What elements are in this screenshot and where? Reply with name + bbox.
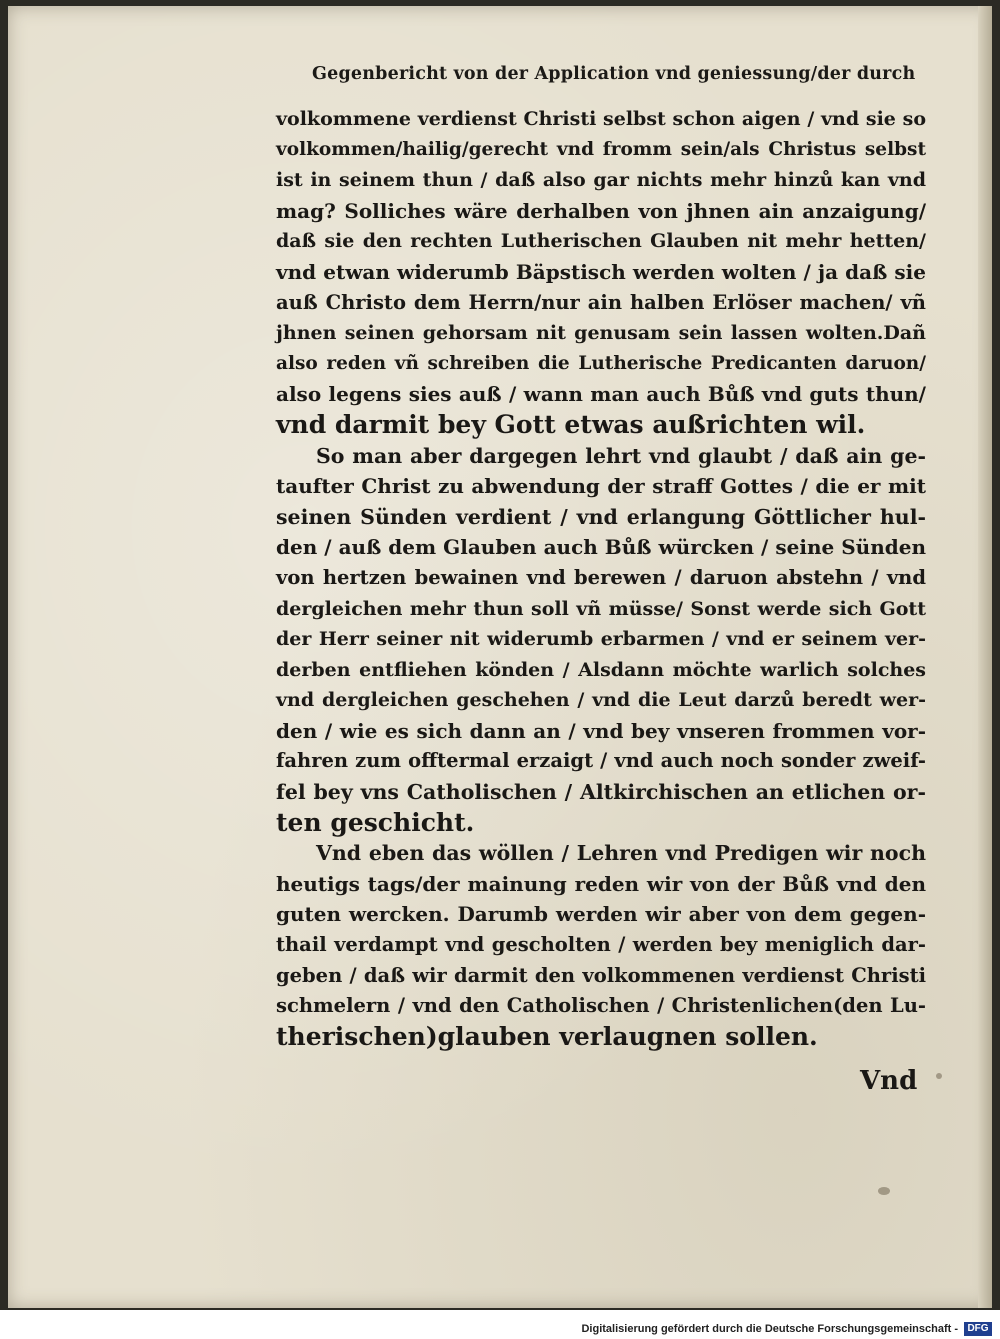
text-line: ist in seinem thun / daß also gar nichts mehr hinzů kan vnd <box>276 169 926 192</box>
text-line: also reden vñ schreiben die Lutherische Predicanten daruon/ <box>276 352 926 374</box>
text-line: heutigs tags/der mainung reden wir von der Bůß vnd den <box>276 871 926 896</box>
text-line: jhnen seinen gehorsam nit genusam sein lassen wolten.Dañ <box>276 322 926 345</box>
text-line: der Herr seiner nit widerumb erbarmen / vnd er seinem ver- <box>276 628 926 651</box>
text-line: fahren zum offtermal erzaigt / vnd auch noch sonder zweif- <box>276 749 926 773</box>
text-line: geben / daß wir darmit den volkommenen verdienst Christi <box>276 963 926 987</box>
text-line: derben entfliehen könden / Alsdann möchte warlich solches <box>276 658 926 681</box>
text-line: von hertzen bewainen vnd berewen / daruon abstehn / vnd <box>276 565 926 589</box>
text-line: mag? Solliches wäre derhalben von jhnen ain anzaigung/ <box>276 198 926 223</box>
text-line: vnd etwan widerumb Bäpstisch werden wolten / ja daß sie <box>276 259 926 284</box>
text-line: den / wie es sich dann an / vnd bey vnseren frommen vor- <box>276 718 926 743</box>
paper-spot <box>878 1187 890 1195</box>
text-line: guten wercken. Darumb werden wir aber von dem gegen- <box>276 902 926 927</box>
text-line: seinen Sünden verdient / vnd erlangung Göttlicher hul- <box>276 504 926 529</box>
text-line: ten geschicht. <box>276 807 475 837</box>
page-edge <box>978 6 992 1308</box>
running-head: Gegenbericht von der Application vnd geniessung/der durch <box>312 64 916 84</box>
digitization-credit: Digitalisierung gefördert durch die Deutsche Forschungsgemeinschaft - <box>581 1323 958 1335</box>
text-line: volkommen/hailig/gerecht vnd fromm sein/als Christus selbst <box>276 138 926 160</box>
text-line: auß Christo dem Herrn/nur ain halben Erlöser machen/ vñ <box>276 290 926 314</box>
text-line: thail verdampt vnd gescholten / werden bey meniglich dar- <box>276 933 926 957</box>
text-line: daß sie den rechten Lutherischen Glauben nit mehr hetten/ <box>276 230 926 253</box>
text-line: Vnd eben das wöllen / Lehren vnd Predigen wir noch <box>316 841 926 866</box>
text-line: vnd dergleichen geschehen / vnd die Leut darzů beredt wer- <box>276 689 926 712</box>
text-line: taufter Christ zu abwendung der straff Gottes / die er mit <box>276 474 926 499</box>
text-line: schmelern / vnd den Catholischen / Christenlichen(den Lu- <box>276 994 926 1018</box>
text-line: volkommene verdienst Christi selbst schon aigen / vnd sie so <box>276 108 926 130</box>
text-line: also legens sies auß / wann man auch Bůß vnd guts thun/ <box>276 382 926 407</box>
text-line: So man aber dargegen lehrt vnd glaubt / daß ain ge- <box>316 443 926 468</box>
text-line: fel bey vns Catholischen / Altkirchischen an etlichen or- <box>276 780 926 805</box>
dfg-logo: DFG <box>964 1322 992 1336</box>
catchword: Vnd <box>860 1066 918 1096</box>
body-text <box>276 104 926 1052</box>
text-line: therischen)glauben verlaugnen sollen. <box>276 1021 818 1051</box>
text-line: den / auß dem Glauben auch Bůß würcken / seine Sünden <box>276 535 926 560</box>
paper-spot <box>936 1073 942 1079</box>
text-line: vnd darmit bey Gott etwas außrichten wil. <box>276 409 866 439</box>
text-line: dergleichen mehr thun soll vñ müsse/ Sonst werde sich Gott <box>276 597 926 620</box>
